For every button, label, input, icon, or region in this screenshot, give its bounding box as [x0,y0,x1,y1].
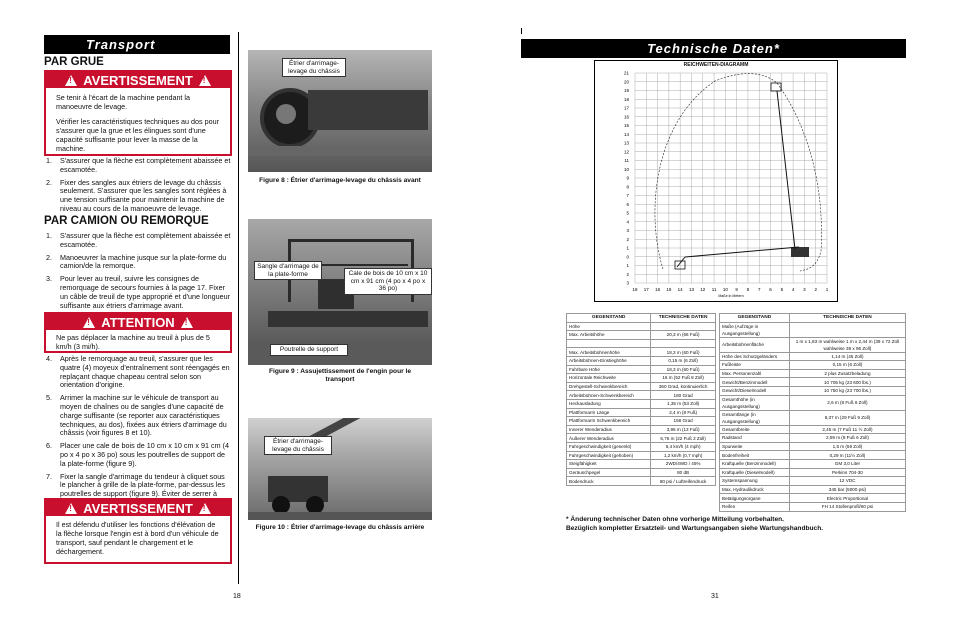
step-text: Après le remorquage au treuil, s'assurer que les quatre (4) moyeux d'entraînement sont réengagés en replaçant chaque chapeau central selon son orientation d'origine. [60,354,230,390]
table-value-cell: 12 VDC [789,477,905,486]
table-label-cell: Fußleiste [720,361,790,370]
table-row [567,374,716,383]
y-tick-label: 9 [626,175,629,181]
table-label-cell: Maße (Aufzüge in Ausgangsstellung) [720,322,790,337]
table-row [720,322,906,337]
table-value-cell: 8,37 m (29 Fuß 9 Zoll) [789,410,905,425]
table-label-cell: Arbeitsbühnen-Einstieghöhe [567,356,651,365]
table-header-row [567,314,716,323]
table-value-cell: 18,3 m (60 Fuß) [651,348,716,357]
y-tick-label: 7 [626,193,629,199]
table-value-cell: 2,59 m (8 Fuß 6 Zoll) [789,434,905,443]
y-tick-label: 6 [626,201,629,207]
attention-header [46,314,230,330]
table-value-cell: 2,4 m (8 Fuß) [651,408,716,417]
x-tick-label: 18 [632,287,638,292]
y-tick-label: 21 [623,70,629,76]
x-tick-label: 3 [803,287,806,292]
table-label-cell: Spurweite [720,442,790,451]
table-label-cell: Äußerer Wenderadius [567,434,651,443]
platform-floor-shape [268,311,428,327]
table-row [567,339,716,348]
table-label-cell: Systemspannung [720,477,790,486]
step-number: 6. [46,441,52,451]
fig8-callout: Étrier d'arrimage-levage du châssis [282,58,346,77]
table-value-cell: FH 14 Stollenprofil/60 psi [789,502,905,511]
y-tick-label: 11 [624,158,629,164]
table-row [720,386,906,395]
table-value-cell: 20,3 m (66 Fuß) [651,331,716,340]
figure-8-caption: Figure 8 : Étrier d'arrimage-levage du châssis avant [259,177,421,184]
step-number: 1. [46,231,52,240]
warning-box-1 [44,70,232,156]
table-label-cell: Fahrbare Höhe [567,365,651,374]
table-label-cell: Gesamtbreite [720,425,790,434]
x-tick-label: 13 [688,287,694,292]
y-tick-label: 2 [626,271,629,277]
table-label-cell: Gesamthöhe (in Ausgangsstellung) [720,395,790,410]
y-tick-label: 10 [623,166,629,172]
step-number: 3. [46,274,52,284]
y-tick-label: 12 [623,149,629,155]
fig10-callout: Étrier d'arrimage-levage du châssis [264,436,332,455]
technische-daten-title: Technische Daten* [647,41,780,56]
table-label-cell: Steigfähigkeit [567,460,651,469]
y-tick-label: 8 [626,184,629,190]
table-row [567,331,716,340]
figure-9-caption: Figure 9 : Assujettissement de l'engin pour le transport [268,368,412,383]
table-row [720,451,906,460]
table-row [720,434,906,443]
step-number: 5. [46,393,52,403]
tire-hub-shape [276,104,296,124]
y-tick-label: 2 [626,236,629,242]
step-number: 1. [46,156,52,165]
table-label-cell: Fahrgeschwindigkeit (gesenkt) [567,442,651,451]
table-value-cell: GM 3,0 Liter [789,459,905,468]
y-tick-label: 3 [626,280,629,286]
y-tick-label: 15 [623,123,629,129]
page-number-left: 18 [233,593,241,600]
footnote-line-1: * Änderung technischer Daten ohne vorherige Mitteilung vorbehalten. [566,516,784,523]
step-item [46,232,232,250]
step-text: Pour lever au treuil, suivre les consignes de remorquage de secours fournies à la page 17. Fixer un câble de treuil de type approprié et d'une longueur suffisante aux étriers d'arrimage avant. [60,274,231,310]
table-value-cell: 10 750 kg (23 700 lbs.) [789,386,905,395]
table-header-cell: GEGENSTAND [720,314,790,323]
table-label-cell: Arbeitsbühnen-Schwenkbereich [567,391,651,400]
table-label-cell: Plattformarm Länge [567,408,651,417]
table-row [720,352,906,361]
table-row [567,391,716,400]
table-label-cell: Höhe [567,322,651,331]
table-value-cell: 10 705 kg (23 600 lbs.) [789,378,905,387]
table-label-cell: Bodendruck [567,477,651,486]
x-tick-label: 4 [791,287,795,292]
table-row [720,494,906,503]
table-value-cell: 345 bar (5000 psi) [789,485,905,494]
table-label-cell [567,339,651,348]
reach-envelope [655,74,822,271]
reach-diagram-svg [595,61,837,301]
table-value-cell: 0,29 m (11½ Zoll) [789,451,905,460]
table-row [567,382,716,391]
y-tick-label: 1 [626,263,629,269]
step-number: 2. [46,252,52,262]
table-row [720,477,906,486]
step-text: S'assurer que la flèche est complètement abaissée et escamotée. [60,156,231,174]
warning-text: Vérifier les caractéristiques techniques au dos pour s'assurer que la grue et les élingues sont d'une capacité suffisante pour lever la masse de la machine. [56,117,220,153]
step-item [46,157,232,175]
table-row [567,425,716,434]
table-value-cell: 0,15 m (6 Zoll) [789,361,905,370]
table-value-cell: 16 m (52 Fuß 8 Zoll) [651,374,716,383]
table-row [720,378,906,387]
grue-steps [46,157,232,218]
table-row [567,356,716,365]
warning-header [46,72,230,88]
x-tick-label: 12 [700,287,706,292]
x-tick-label: 8 [746,287,750,292]
x-tick-label: 7 [757,287,761,292]
warning-triangle-icon [65,503,77,514]
warning-triangle-icon [181,317,193,328]
y-tick-label: 16 [623,114,629,120]
table-value-cell: 3,96 m (13 Fuß) [651,425,716,434]
x-tick-label: 15 [666,287,672,292]
table-value-cell: 2,6 m (8 Fuß 6 Zoll) [789,395,905,410]
table-row [567,348,716,357]
table-value-cell: 2 plus Zusatzbeladung [789,369,905,378]
table-value-cell: 2,45 m (7 Fuß 11 ½ Zoll) [789,425,905,434]
fig9-callout-beam: Poutrelle de support [270,344,348,356]
step-item [46,275,232,310]
warning-header [46,500,230,516]
table-value-cell: 1,35 m (53 Zoll) [651,399,716,408]
table-label-cell: Gesamtlänge (in Ausgangsstellung) [720,410,790,425]
table-label-cell: Drehgestell-Schwenkbereich [567,382,651,391]
warning-triangle-icon [199,503,211,514]
table-header-cell: TECHNISCHE DATEN [789,314,905,323]
table-label-cell: Max. Personenzahl [720,369,790,378]
figure-10-photo [248,418,432,520]
table-header-cell: TECHNISCHE DATEN [651,314,716,323]
table-label-cell: Kraftquelle (Dieselmodell) [720,468,790,477]
right-page-tick [521,28,522,34]
table-header-row [720,314,906,323]
warning-text: Il est défendu d'utiliser les fonctions d'élévation de la flèche lorsque l'engin est à bord d'un véhicule de transport, sauf pendant le chargement et le déchargement. [56,520,219,556]
y-tick-label: 20 [623,79,629,85]
table-row [720,502,906,511]
warning-triangle-icon [65,75,77,86]
table-value-cell: 6,4 km/h (4 mph) [651,442,716,451]
page-number-right: 31 [711,593,719,600]
reach-diagram [594,60,838,302]
table-row [567,434,716,443]
table-row [567,451,716,460]
y-tick-label: 18 [623,96,629,102]
warning-label: AVERTISSEMENT [83,500,193,516]
transport-title: Transport [86,37,156,52]
figure-10-caption: Figure 10 : Étrier d'arrimage-levage du châssis arrière [255,524,425,531]
table-row [567,365,716,374]
table-label-cell: Arbeitsbühnenfläche [720,337,790,352]
x-axis-unit: Maße in Metern [718,294,744,298]
table-label-cell: Plattformarm Schwenkbereich [567,417,651,426]
table-label-cell: Betätigungsorgane [720,494,790,503]
x-tick-label: 14 [677,287,683,292]
table-value-cell: 180 Grad [651,391,716,400]
x-tick-label: 11 [711,287,717,292]
table-row [720,442,906,451]
x-tick-label: 5 [780,287,784,292]
warning-triangle-icon [199,75,211,86]
step-number: 2. [46,177,52,187]
table-value-cell: 6,76 m (22 Fuß 2 Zoll) [651,434,716,443]
table-label-cell: Max. Arbeitsbühnenhöhe [567,348,651,357]
step-item [46,179,232,214]
step-item [46,355,232,390]
y-tick-label: 17 [623,105,629,111]
table-label-cell: Höhe des Schutzgeländers [720,352,790,361]
table-row [567,468,716,477]
y-tick-label: 0 [626,254,629,260]
spec-table-right [719,313,906,512]
chassis-shape [308,90,428,130]
table-row [720,425,906,434]
table-row [567,442,716,451]
step-item [46,394,232,438]
table-row [720,468,906,477]
transport-title-bar [44,35,230,54]
par-grue-heading: PAR GRUE [44,56,104,68]
table-label-cell: Bodenfreiheit [720,451,790,460]
table-label-cell: Kraftquelle (Benzinmodell) [720,459,790,468]
footnote-line-2: Bezüglich kompletter Ersatzteil- und Wartungsangaben siehe Wartungshandbuch. [566,524,824,532]
machine-base-icon [791,247,809,257]
x-tick-label: 10 [722,287,728,292]
table-label-cell: Radstand [720,434,790,443]
attention-label: ATTENTION [101,314,175,330]
table-value-cell: 158 Grad [651,417,716,426]
table-row [720,410,906,425]
step-text: Placer une cale de bois de 10 cm x 10 cm x 91 cm (4 po x 4 po x 36 po) sous les poutrelles de support de la plate-forme (figure 9). [60,441,229,468]
table-row [720,369,906,378]
table-value-cell: 1,5 m (59 Zoll) [789,442,905,451]
table-row [567,477,716,486]
y-tick-label: 4 [626,219,629,225]
x-tick-label: 9 [735,287,738,292]
y-tick-label: 3 [626,228,629,234]
fig9-callout-wood: Cale de bois de 10 cm x 10 cm x 91 cm (4 po x 4 po x 36 po) [344,268,432,295]
par-camion-heading: PAR CAMION OU REMORQUE [44,215,209,227]
y-tick-label: 5 [626,210,629,216]
table-label-cell: Geräuschpegel [567,468,651,477]
table-row [720,459,906,468]
y-tick-label: 13 [623,140,629,146]
step-number: 4. [46,354,52,363]
table-row [720,361,906,370]
step-item [46,442,232,468]
x-tick-label: 2 [814,287,817,292]
step-text: S'assurer que la flèche est complètement abaissée et escamotée. [60,231,231,249]
table-row [567,417,716,426]
table-label-cell: Innerer Wenderadius [567,425,651,434]
warning-box-2 [44,498,232,564]
table-value-cell: 2WD/4WD / 45% [651,460,716,469]
table-label-cell: Reifen [720,502,790,511]
x-tick-label: 17 [643,287,649,292]
attention-box [44,312,232,353]
table-value-cell: 0,15 m (6 Zoll) [651,356,716,365]
step-item [46,254,232,272]
step-text: Arrimer la machine sur le véhicule de transport au moyen de chaînes ou de sangles d'une capacité de charge suffisante (se reporter aux caractéristiques techniques, au dos), fixées aux étriers d'arrimage du châssis (voir figures 8 et 10). [60,393,227,438]
table-label-cell: Heckausladung [567,399,651,408]
y-tick-label: 1 [626,245,629,251]
table-row [567,399,716,408]
camion-steps-continued [46,355,232,512]
warning-text: Se tenir à l'écart de la machine pendant la manoeuvre de levage. [56,93,191,111]
table-row [720,395,906,410]
table-value-cell: Electric Proportional [789,494,905,503]
trailer-deck-shape [248,512,432,520]
table-label-cell: Max. Hydraulikdruck [720,485,790,494]
table-value-cell: 1,14 m (45 Zoll) [789,352,905,361]
table-row [567,322,716,331]
step-text: Fixer la sangle d'arrimage du tendeur à cliquet sous le plancher à grille de la plate-forme, par-dessus les poutrelles de support (figure 9). Éviter de serrer à [60,471,225,499]
trailer-deck-shape [248,146,432,156]
table-value-cell: 18,3 m (60 Fuß) [651,365,716,374]
spec-table-left [566,313,716,486]
camion-steps [46,232,232,314]
technische-daten-title-bar [521,39,906,58]
figure-9-photo [248,219,432,365]
column-divider [238,32,239,584]
fig9-callout-strap: Sangle d'arrimage de la plate-forme [254,261,322,280]
table-row [720,485,906,494]
diagram-title: REICHWEITEN-DIAGRAMM [683,62,749,68]
table-value-cell: Perkins 704-30 [789,468,905,477]
table-value-cell: 80 dB [651,468,716,477]
attention-text: Ne pas déplacer la machine au treuil à plus de 5 km/h (3 mi/h). [56,333,210,351]
table-label-cell: Fahrgeschwindigkeit (gehoben) [567,451,651,460]
x-tick-label: 1 [825,287,829,292]
table-value-cell: 80 psi / Luftreifendruck [651,477,716,486]
table-value-cell: 1,2 km/h (0,7 mph) [651,451,716,460]
table-label-cell: Max. Arbeitshöhe [567,331,651,340]
x-tick-label: 6 [769,287,772,292]
warning-label: AVERTISSEMENT [83,72,193,88]
table-value-cell [651,339,716,348]
footnote [566,516,823,533]
y-tick-label: 19 [623,88,629,94]
step-text: Fixer des sangles aux étriers de levage du châssis seulement. S'assurer que les sangles sont réglées à une tension suffisante pour maintenir la machine de niveau au cours de la manoeuvre de levage. [60,177,227,213]
step-text: Manoeuvrer la machine jusque sur la plate-forme du camion/de la remorque. [60,252,227,271]
y-tick-label: 14 [623,131,629,137]
warning-triangle-icon [83,317,95,328]
table-label-cell: Gewicht/Benzinmodell [720,378,790,387]
step-number: 7. [46,471,52,481]
table-label-cell: Horizontale Reichweite [567,374,651,383]
figure-8-photo [248,50,432,172]
x-tick-label: 16 [655,287,661,292]
table-value-cell [651,322,716,331]
table-value-cell: 360 Grad, kontinuierlich [651,382,716,391]
table-row [567,460,716,469]
boom-line [777,91,795,249]
table-row [567,408,716,417]
table-header-cell: GEGENSTAND [567,314,651,323]
table-value-cell: 1 m x 1,83 m wahlweise 1 m x 2,44 m (39 x 72 Zoll wahlweise 39 x 96 Zoll) [789,337,905,352]
table-row [720,337,906,352]
table-label-cell: Gewicht/Dieselmodell [720,386,790,395]
table-value-cell [789,322,905,337]
